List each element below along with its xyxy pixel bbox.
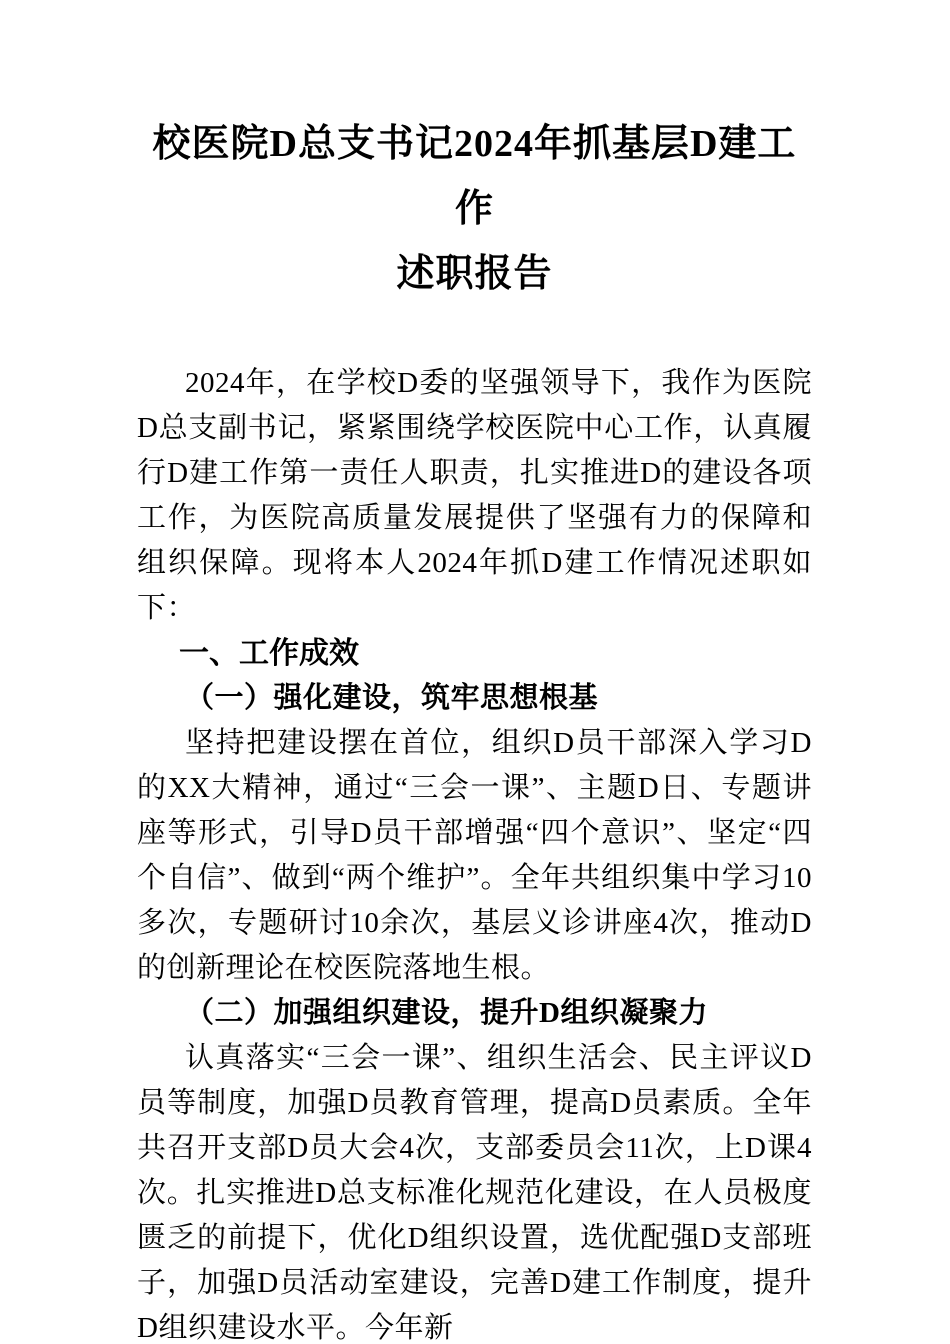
document-title-line-1: 校医院D总支书记2024年抓基层D建工作 [152, 123, 797, 230]
subsection-heading-1: （一）强化建设，筑牢思想根基 [185, 682, 599, 714]
subsection-2-paragraph: 认真落实“三会一课”、组织生活会、民主评议D员等制度，加强D员教育管理，提高D员素质。全年共召开支部D员大会4次，支部委员会11次，上D课4次。扎实推进D总支标准化规范化建设，在人员极度匮乏的前提下，优化D组织设置，选优配强D支部班子，加强D员活动室建设，完善D建工作制度，提升D组织建设水平。今年新 [137, 1042, 812, 1344]
intro-paragraph: 2024年，在学校D委的坚强领导下，我作为医院D总支副书记，紧紧围绕学校医院中心工作，认真履行D建工作第一责任人职责，扎实推进D的建设各项工作，为医院高质量发展提供了坚强有力的保障和组织保障。现将本人2024年抓D建工作情况述职如下： [137, 367, 812, 624]
subsection-heading-2: （二）加强组织建设，提升D组织凝聚力 [185, 997, 708, 1029]
section-heading-work-results: 一、工作成效 [179, 637, 359, 670]
subsection-1-paragraph: 坚持把建设摆在首位，组织D员干部深入学习D的XX大精神，通过“三会一课”、主题D日、专题讲座等形式，引导D员干部增强“四个意识”、坚定“四个自信”、做到“两个维护”。全年共组织集中学习10多次，专题研讨10余次，基层义诊讲座4次，推动D的创新理论在校医院落地生根。 [137, 727, 812, 984]
document-title-line-2: 述职报告 [396, 253, 553, 295]
document-title [137, 112, 812, 307]
